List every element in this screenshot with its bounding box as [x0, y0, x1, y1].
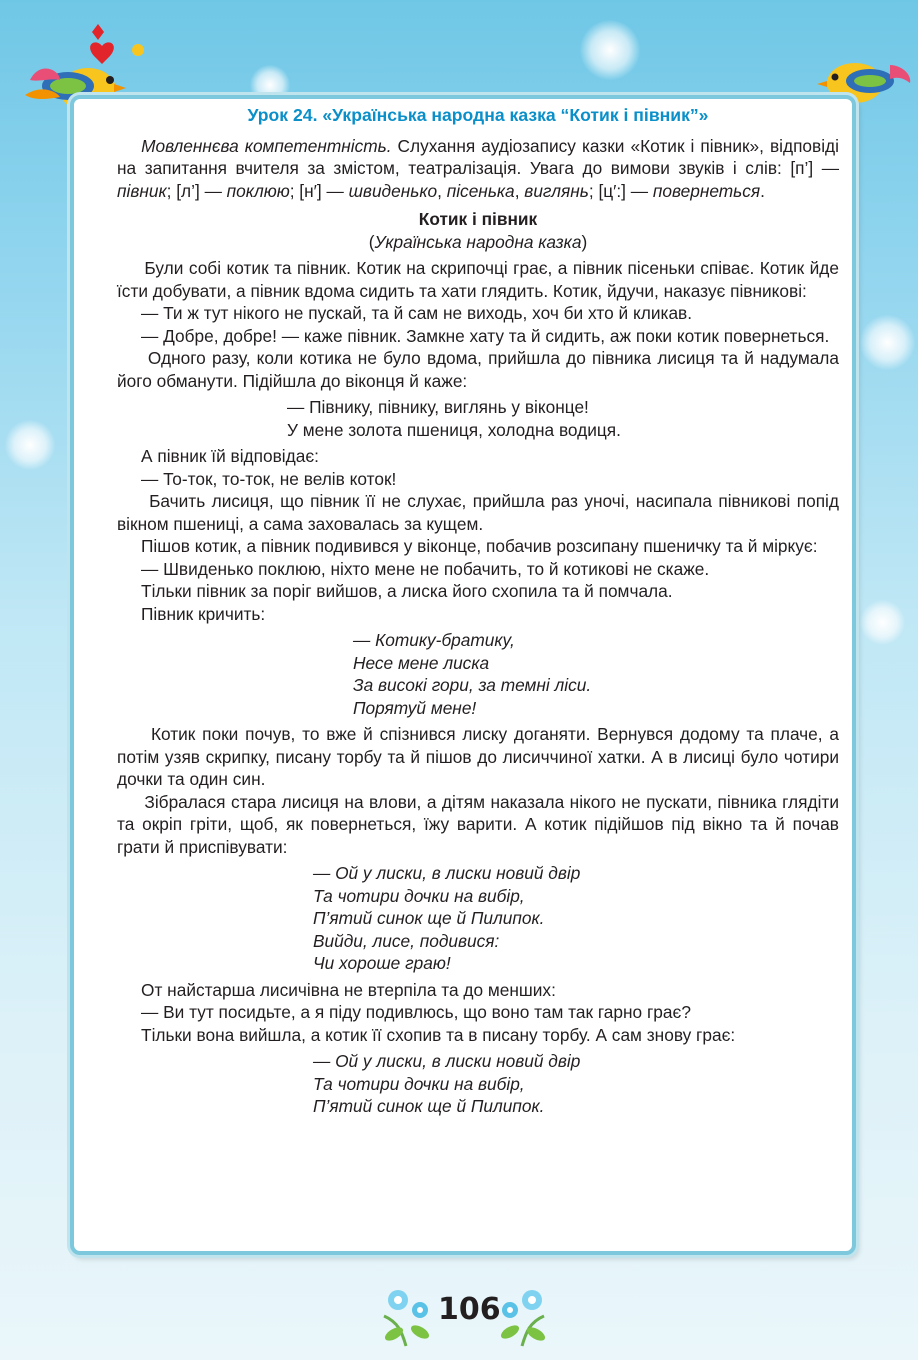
story-subtitle: (Українська народна казка): [368, 231, 588, 252]
story-paragraph: Пішов котик, а півник подивився у віконце, побачив розсипану пшеничку та й міркує:: [141, 536, 818, 556]
story-paragraph: Тільки вона вийшла, а котик її схопив та в писану торбу. А сам знову грає:: [141, 1024, 736, 1045]
verse-block: [117, 862, 839, 975]
verse-line: Та чотири дочки на вибір,: [313, 885, 525, 906]
verse-block: [117, 396, 839, 441]
verse-line: — Котику-братику,: [353, 630, 515, 650]
story-paragraph: — Швиденько поклюю, ніхто мене не побачить, то й котикові не скаже.: [141, 558, 710, 579]
story-paragraph: Тільки півник за поріг вийшов, а лиска його схопила та й помчала.: [141, 581, 673, 601]
page-number: 106: [438, 1292, 501, 1327]
background-bubble: [860, 315, 915, 370]
story-paragraph: Одного разу, коли котика не було вдома, прийшла до півника лисиця та й надумала його обманути. Підійшла до віконця й каже:: [117, 348, 840, 391]
story-paragraph: Були собі котик та півник. Котик на скрипочці грає, а півник пісеньки співає. Котик йде їсти добувати, а півник вдома сидить та хати глядить. Котик, йдучи, наказує півникові:: [117, 258, 840, 301]
verse-line: — Ой у лиски, в лиски новий двір: [313, 1051, 581, 1071]
story-paragraph: Зібралася стара лисиця на влови, а дітям наказала нікого не пускати, півника глядіти та окріп гріти, щоб, як повернеться, їжу варити. А котик підійшов під вікно та й почав грати й приспівувати:: [117, 791, 839, 857]
competence-paragraph: Мовленнєва компетентність. Слухання аудіозапису казки «Котик і півник», відповіді на запитання вчителя за змістом, театралізація. Увага до вимови звуків і слів: [п’] — півник; [л’] — поклюю; [н′] — швиденько, пісенька, виглянь; [ц′:] — повернеться.: [117, 135, 839, 201]
competence-label: Мовленнєва компетентність.: [141, 135, 392, 156]
verse-line: — Півнику, півнику, виглянь у віконце!: [287, 397, 589, 417]
background-bubble: [860, 600, 905, 645]
story-title: Котик і півник: [418, 209, 538, 229]
story-paragraph: А півник їй відповідає:: [141, 446, 319, 466]
lesson-title: Урок 24. «Українська народна казка “Котик і півник”»: [247, 105, 709, 125]
story-paragraph: — Ти ж тут нікого не пускай, та й сам не виходь, хоч би хто й кликав.: [141, 303, 693, 323]
verse-block: [117, 1050, 839, 1118]
verse-line: Та чотири дочки на вибір,: [313, 1073, 525, 1094]
background-bubble: [580, 20, 640, 80]
verse-block: [117, 629, 839, 719]
verse-line: Несе мене лиска: [353, 652, 490, 673]
story-paragraph: — Добре, добре! — каже півник. Замкне хату та й сидить, аж поки котик повернеться.: [141, 325, 830, 346]
flower-ornament-icon: [376, 1282, 438, 1348]
story-paragraph: От найстарша лисичівна не втерпіла та до менших:: [141, 979, 556, 1000]
background-bubble: [5, 420, 55, 470]
story-paragraph: — То-ток, то-ток, не велів коток!: [141, 468, 397, 489]
verse-line: Вийди, лисе, подивися:: [313, 930, 500, 951]
verse-line: П’ятий синок ще й Пилипок.: [313, 1096, 545, 1116]
story-paragraph: Котик поки почув, то вже й спізнився лиску доганяти. Вернувся додому та плаче, а потім узяв скрипку, писану торбу та й пішов до лисиччиної хатки. А в лисиці було чотири дочки та один син.: [117, 724, 839, 789]
page-content: [117, 104, 839, 1122]
story-paragraph: Півник кричить:: [141, 603, 266, 624]
verse-line: Порятуй мене!: [353, 697, 477, 718]
verse-line: Чи хороше граю!: [313, 953, 451, 973]
story-paragraph: Бачить лисиця, що півник її не слухає, прийшла раз уночі, насипала півникові попід вікном пшениці, а сама заховалась за кущем.: [117, 491, 839, 534]
verse-line: — Ой у лиски, в лиски новий двір: [313, 863, 581, 883]
verse-line: У мене золота пшениця, холодна водиця.: [287, 419, 621, 440]
verse-line: За високі гори, за темні ліси.: [353, 675, 592, 695]
story-paragraph: — Ви тут посидьте, а я піду подивлюсь, що воно там так гарно грає?: [141, 1002, 691, 1022]
flower-ornament-icon: [492, 1282, 554, 1348]
verse-line: П’ятий синок ще й Пилипок.: [313, 908, 545, 928]
